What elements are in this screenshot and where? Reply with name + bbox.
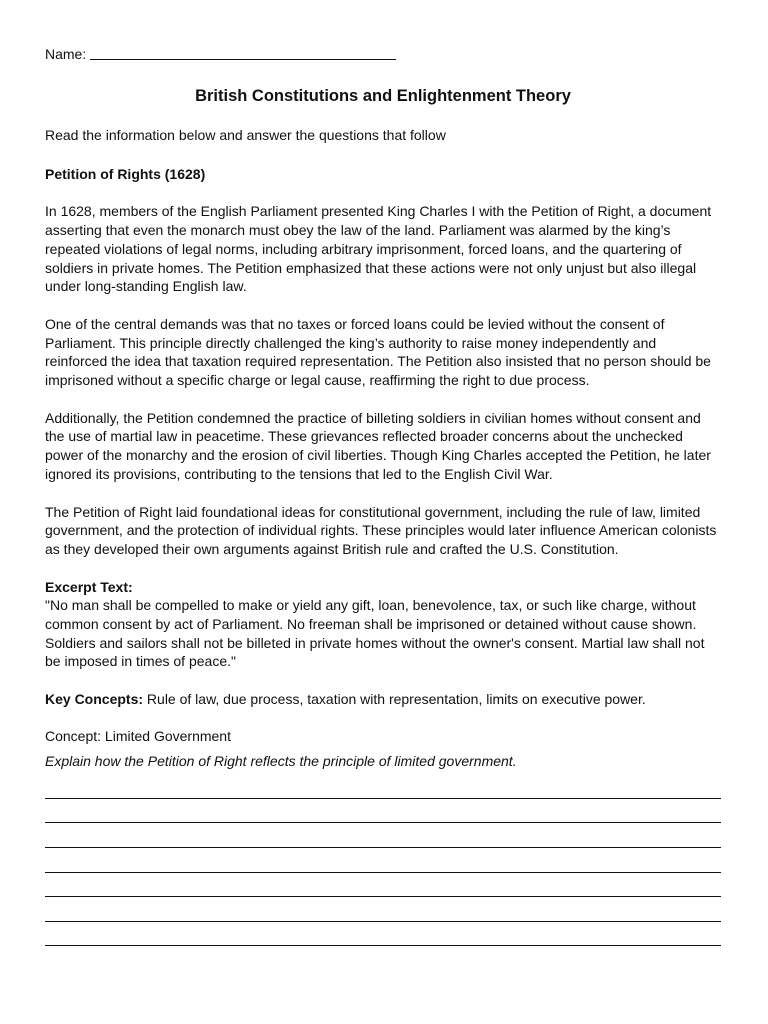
worksheet-page [45,44,721,946]
paragraph-3: Additionally, the Petition condemned the practice of billeting soldiers in civilian homes without consent and the use of martial law in peacetime. These grievances reflected broader concerns about the unchecked power of the monarchy and the erosion of civil liberties. Though King Charles accepted the Petition, he later ignored its provisions, contributing to the tensions that led to the English Civil War. [45,409,711,482]
key-concepts-text: Rule of law, due process, taxation with representation, limits on executive power. [143,691,646,708]
question-prompt: Explain how the Petition of Right reflects the principle of limited government. [45,752,517,769]
concept-label: Concept: Limited Government [45,727,231,744]
answer-line[interactable] [45,848,721,873]
paragraph-4: The Petition of Right laid foundational ideas for constitutional government, including the rule of law, limited government, and the protection of individual rights. These principles would later influence American colonists as they developed their own arguments against British rule and crafted the U.S. Constitution. [45,503,717,557]
paragraph-1: In 1628, members of the English Parliament presented King Charles I with the Petition of Right, a document asserting that even the monarch must obey the law of the land. Parliament was alarmed by the king’s repeated violations of legal norms, including arbitrary imprisonment, forced loans, and the quartering of soldiers in private homes. The Petition emphasized that these actions were not only unjust but also illegal under long-standing English law. [45,203,712,295]
page-title: British Constitutions and Enlightenment Theory [195,87,571,105]
instructions-text: Read the information below and answer the questions that follow [45,127,446,143]
answer-line[interactable] [45,823,721,848]
name-label: Name: [45,46,87,63]
excerpt-label: Excerpt Text: [45,578,133,595]
answer-line[interactable] [45,922,721,947]
answer-area[interactable] [45,774,721,946]
answer-line[interactable] [45,873,721,898]
name-blank-line[interactable] [90,59,396,60]
excerpt-text: "No man shall be compelled to make or yield any gift, loan, benevolence, tax, or such like charge, without common consent by act of Parliament. No freeman shall be imprisoned or detained without cause shown. Soldiers and sailors shall not be billeted in private homes without the owner's consent. Martial law shall not be imposed in times of peace." [45,597,705,670]
key-concepts-label: Key Concepts: [45,691,144,708]
answer-line[interactable] [45,799,721,824]
key-concepts [45,690,721,709]
excerpt-block [45,578,721,672]
name-field [45,44,721,64]
section-heading: Petition of Rights (1628) [45,165,206,182]
answer-line[interactable] [45,897,721,922]
paragraph-2: One of the central demands was that no taxes or forced loans could be levied without the consent of Parliament. This principle directly challenged the king’s authority to raise money independently and reinforced the idea that taxation required representation. The Petition also insisted that no person should be imprisoned without a specific charge or legal cause, reaffirming the right to due process. [45,315,711,389]
answer-line[interactable] [45,774,721,799]
